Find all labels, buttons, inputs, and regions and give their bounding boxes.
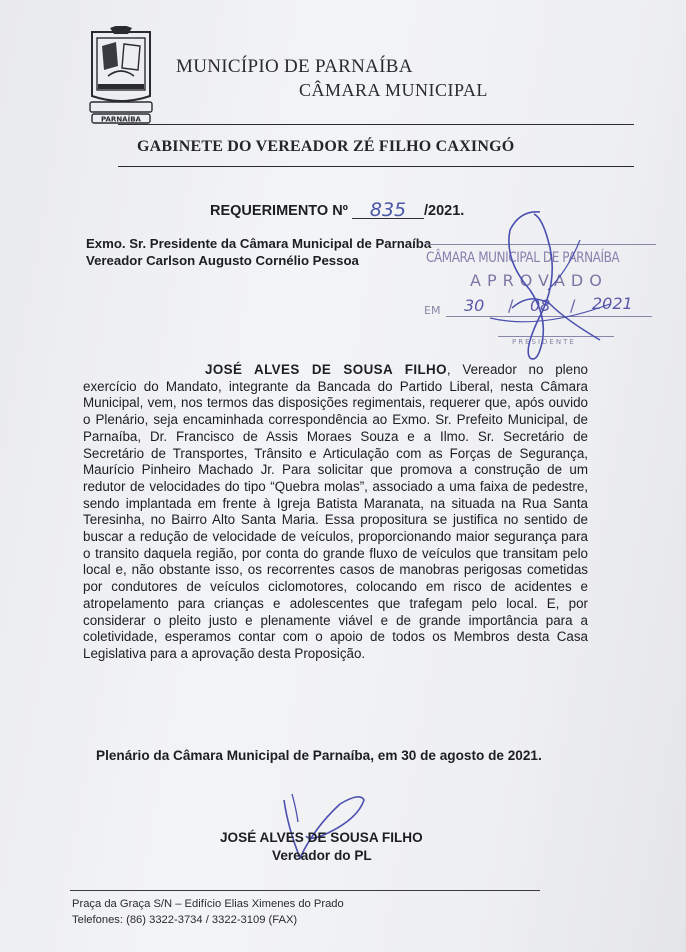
stamp-chamber: CÂMARA MUNICIPAL DE PARNAÍBA: [426, 250, 620, 266]
footer-address: Praça da Graça S/N – Edifício Elias Ximenes do Prado: [72, 898, 344, 910]
chamber-subtitle: CÂMARA MUNICIPAL: [299, 80, 488, 100]
stamp-slash-2: /: [570, 296, 576, 315]
header-rule-bottom: [118, 166, 634, 167]
stamp-year: 2021: [592, 294, 633, 313]
signatory-name: JOSÉ ALVES DE SOUSA FILHO: [220, 830, 423, 845]
footer-rule: [70, 890, 540, 891]
stamp-approved: APROVADO: [470, 271, 608, 290]
requerimento-line: [210, 199, 465, 221]
requerimento-prefix: REQUERIMENTO Nº: [210, 203, 348, 219]
body-text: , Vereador no pleno exercício do Mandato, integrante da Bancada do Partido Liberal, nesta Câmara Municipal, vem, nos termos das disposições regimentais, requerer que, após ouvido o Plenário, seja encaminhada correspondência ao Exmo. Sr. Prefeito Municipal, de Parnaíba, Dr. Francisco de Assis Moraes Souza e a Ilmo. Sr. Secretário de Secretário de Transportes, Trânsito e Articulação com as Forças de Segurança, Maurício Pinheiro Machado Jr. Para solicitar que promova a construção de um redutor de velocidades do tipo “Quebra molas”, associado a uma faixa de pedestre, sendo implantada em frente à Igreja Batista Maranata, na situada na Rua Santa Teresinha, no Bairro Alto Santa Maria. Essa propositura se justifica no sentido de buscar a redução de velocidade de veículos, proporcionando maior segurança para o transito daquela região, por conta do grande fluxo de veículos que transitam pelo local e, não obstante isso, os recorrentes casos de manobras perigosas cometidas por condutores de veículos ciclomotores, colocando em risco de acidentes e atropelamento para crianças e adolescentes que trafegam pelo local. E, por considerar o pleito justo e plenamente viável e de grande importância para a coletividade, esperamos contar com o apoio de todos os Membros desta Casa Legislativa para a aprovação desta Proposição.: [83, 362, 589, 661]
stamp-rule-top: [426, 244, 656, 245]
stamp-month: 08: [530, 296, 551, 315]
header-rule-top: [118, 124, 634, 125]
stamp-role: PRESIDENTE: [512, 338, 576, 346]
stamp-em-label: EM: [424, 304, 441, 317]
crest-label: PARNAÍBA: [101, 115, 141, 124]
cabinet-title: GABINETE DO VEREADOR ZÉ FILHO CAXINGÓ: [137, 138, 515, 155]
municipal-crest-icon: [88, 26, 154, 124]
requerimento-suffix: /2021.: [424, 203, 465, 219]
footer-phones: Telefones: (86) 3322-3734 / 3322-3109 (FAX): [72, 914, 298, 926]
request-body: [83, 362, 588, 663]
requerimento-number: 835: [352, 202, 424, 219]
addressee-line-2: Vereador Carlson Augusto Cornélio Pessoa: [86, 253, 359, 268]
municipality-title: MUNICÍPIO DE PARNAÍBA: [176, 56, 413, 77]
stamp-day: 30: [464, 296, 485, 315]
approval-stamp: [420, 240, 660, 360]
stamp-slash-1: /: [508, 296, 514, 315]
addressee-line-1: Exmo. Sr. Presidente da Câmara Municipal de Parnaíba: [86, 236, 432, 251]
stamp-sign-rule: [498, 336, 614, 337]
body-author: JOSÉ ALVES DE SOUSA FILHO: [205, 362, 447, 377]
signatory-role: Vereador do PL: [272, 848, 372, 863]
closing-line: Plenário da Câmara Municipal de Parnaíba, em 30 de agosto de 2021.: [96, 748, 542, 763]
stamp-date-rule: [446, 316, 652, 317]
